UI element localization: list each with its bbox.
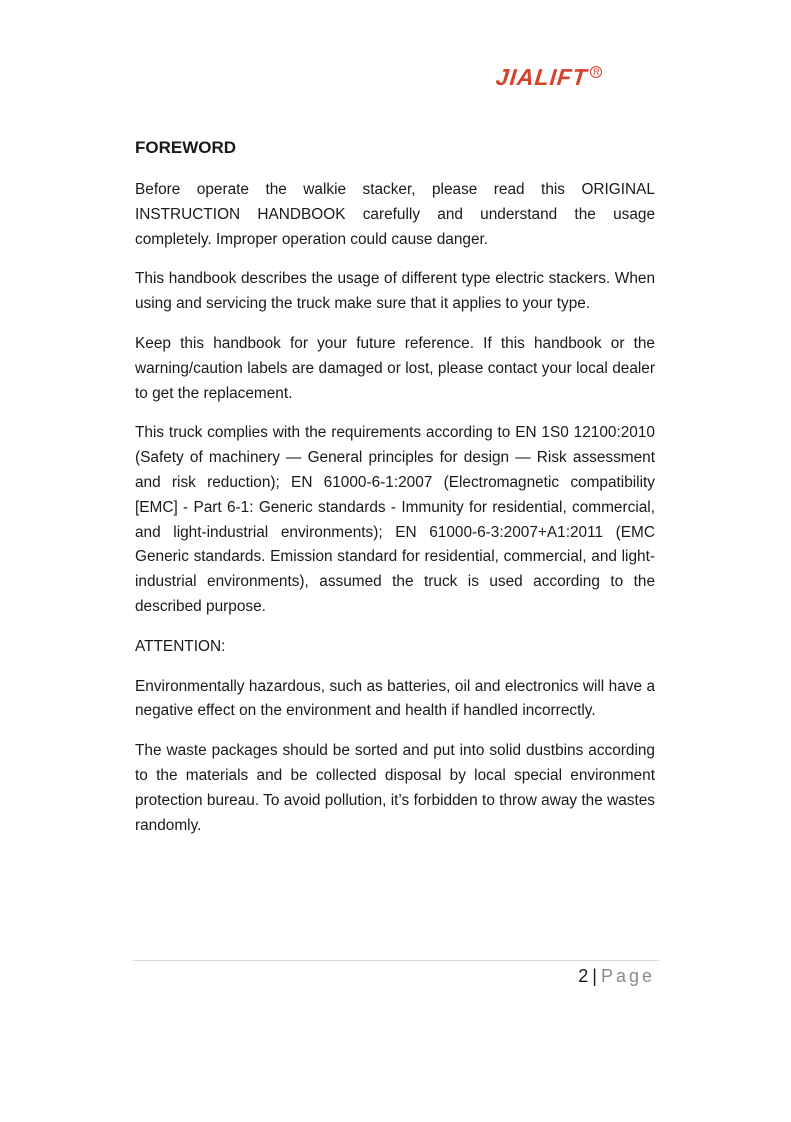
brand-logo: [496, 64, 602, 90]
brand-logo-text: JIALIFT: [494, 64, 589, 90]
page-title: FOREWORD: [135, 138, 237, 157]
paragraph-attention: ATTENTION:: [135, 637, 226, 655]
paragraph-reference: Keep this handbook for your future reference. If this handbook or the warning/caution labels are damaged or lost, please contact your local dealer to get the replacement.: [135, 334, 655, 402]
page-label: Page: [600, 966, 655, 986]
registered-mark-icon: R: [590, 66, 602, 78]
paragraph-hazard: Environmentally hazardous, such as batteries, oil and electronics will have a negative effect on the environment and health if handled incorrectly.: [135, 677, 655, 720]
paragraph-intro: Before operate the walkie stacker, please read this ORIGINAL INSTRUCTION HANDBOOK carefully and understand the usage completely. Improper operation could cause danger.: [135, 181, 655, 248]
paragraph-waste: The waste packages should be sorted and put into solid dustbins according to the materials and be collected disposal by local special environment protection bureau. To avoid pollution, it’s forbidden to throw away the wastes randomly.: [135, 742, 655, 834]
footer-divider: [133, 960, 659, 961]
page-footer: [135, 964, 655, 988]
document-body: [135, 136, 655, 853]
paragraph-usage: This handbook describes the usage of different type electric stackers. When using and servicing the truck make sure that it applies to your type.: [135, 270, 655, 313]
page-separator: |: [592, 966, 597, 986]
paragraph-compliance: This truck complies with the requirements according to EN 1S0 12100:2010 (Safety of machinery — General principles for design — Risk assessment and risk reduction); EN 61000-6-1:2007 (Electromagnetic compatibility [EMC] - Part 6-1: Generic standards - Immunity for residential, commercial, and light-industrial environments); EN 61000-6-3:2007+A1:2011 (EMC Generic standards. Emission standard for residential, commercial, and light-industrial environments), assumed the truck is used according to the described purpose.: [135, 424, 655, 615]
page-number: 2: [578, 966, 589, 986]
